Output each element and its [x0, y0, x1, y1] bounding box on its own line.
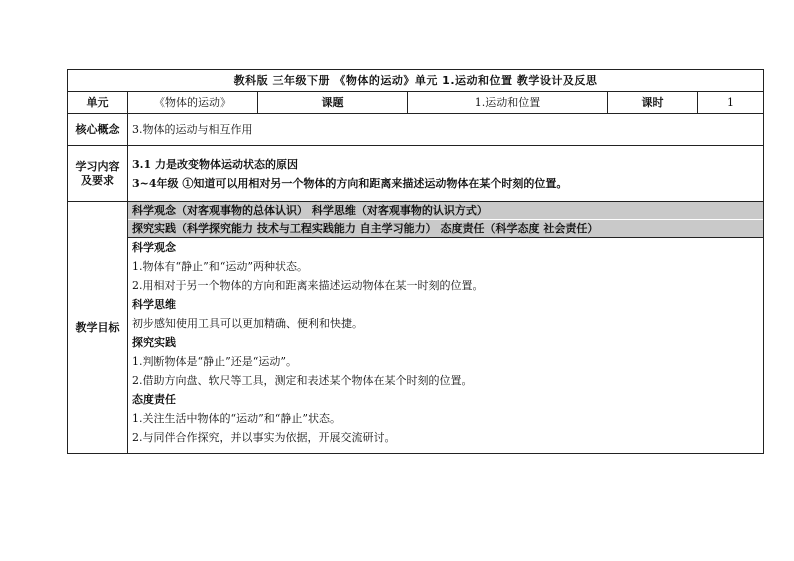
goal-item: 初步感知使用工具可以更加精确、便利和快捷。	[132, 317, 363, 330]
goal-heading: 态度责任	[132, 393, 176, 406]
lesson-plan-table	[67, 69, 764, 454]
requirement-line-2: 3~4年级 ①知道可以用相对另一个物体的方向和距离来描述运动物体在某个时刻的位置。	[132, 176, 568, 190]
goal-items-list	[132, 238, 759, 447]
unit-row	[68, 92, 764, 114]
core-concept-value: 3.物体的运动与相互作用	[128, 114, 764, 146]
core-concept-row	[68, 114, 764, 146]
core-literacy-banner-1: 科学观念（对客观事物的总体认识） 科学思维（对客观事物的认识方式）	[128, 202, 763, 219]
goal-item: 1.关注生活中物体的“运动”和“静止”状态。	[132, 412, 341, 425]
goal-item: 2.借助方向盘、软尺等工具，测定和表述某个物体在某个时刻的位置。	[132, 374, 473, 387]
goal-heading: 探究实践	[132, 336, 176, 349]
learning-requirements-label: 学习内容及要求	[68, 146, 128, 202]
core-literacy-banner-2: 探究实践（科学探究能力 技术与工程实践能力 自主学习能力） 态度责任（科学态度 社会责任）	[128, 220, 763, 237]
period-value: 1	[698, 92, 764, 114]
document-title: 教科版 三年级下册 《物体的运动》单元 1.运动和位置 教学设计及反思	[68, 70, 764, 92]
lesson-value: 1.运动和位置	[408, 92, 608, 114]
teaching-goals-content	[128, 202, 764, 454]
goal-heading: 科学思维	[132, 298, 176, 311]
title-row	[68, 70, 764, 92]
lesson-label: 课题	[258, 92, 408, 114]
period-label: 课时	[608, 92, 698, 114]
goal-item: 1.判断物体是“静止”还是“运动”。	[132, 355, 297, 368]
requirement-line-1: 3.1 力是改变物体运动状态的原因	[132, 157, 298, 171]
unit-label: 单元	[68, 92, 128, 114]
teaching-goals-label: 教学目标	[68, 202, 128, 454]
teaching-goals-row	[68, 202, 764, 454]
learning-requirements-content	[128, 146, 764, 202]
goal-heading: 科学观念	[132, 241, 176, 254]
goal-item: 1.物体有“静止”和“运动”两种状态。	[132, 260, 308, 273]
learning-requirements-row	[68, 146, 764, 202]
goal-item: 2.用相对于另一个物体的方向和距离来描述运动物体在某一时刻的位置。	[132, 279, 484, 292]
core-concept-label: 核心概念	[68, 114, 128, 146]
goal-item: 2.与同伴合作探究，并以事实为依据，开展交流研讨。	[132, 431, 396, 444]
unit-value: 《物体的运动》	[128, 92, 258, 114]
